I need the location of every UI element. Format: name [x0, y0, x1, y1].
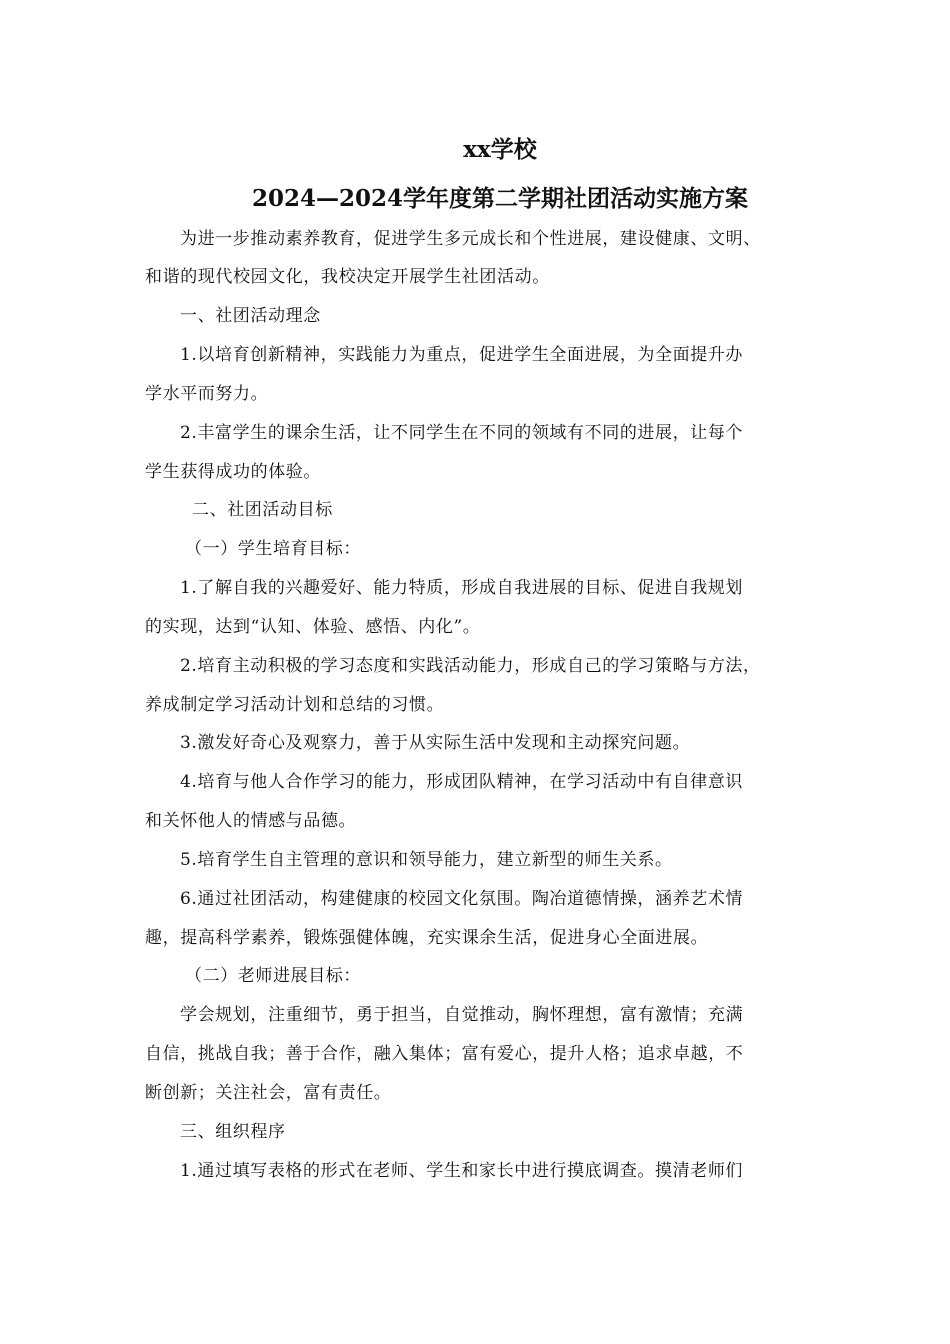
subsection-heading-2: （二）老师进展目标： — [185, 966, 361, 986]
paragraph-line: 4.培育与他人合作学习的能力，形成团队精神，在学习活动中有自律意识 — [180, 772, 744, 792]
paragraph-line: 6.通过社团活动，构建健康的校园文化氛围。陶冶道德情操，涵养艺术情 — [180, 889, 744, 909]
paragraph-line: 学生获得成功的体验。 — [145, 462, 321, 482]
paragraph-line: 学会规划，注重细节，勇于担当，自觉推动，胸怀理想，富有激情；充满 — [180, 1005, 744, 1025]
paragraph-line: 1.通过填写表格的形式在老师、学生和家长中进行摸底调查。摸清老师们 — [180, 1161, 744, 1181]
section-heading-2: 二、社团活动目标 — [192, 500, 333, 520]
paragraph-line: 3.激发好奇心及观察力，善于从实际生活中发现和主动探究问题。 — [180, 733, 691, 753]
paragraph-line: 自信，挑战自我；善于合作，融入集体；富有爱心，提升人格；追求卓越，不 — [145, 1044, 744, 1064]
paragraph-line: 养成制定学习活动计划和总结的习惯。 — [145, 695, 445, 715]
paragraph-line: 2.丰富学生的课余生活，让不同学生在不同的领域有不同的进展，让每个 — [180, 423, 744, 443]
paragraph-line: 趣，提高科学素养，锻炼强健体魄，充实课余生活，促进身心全面进展。 — [145, 928, 709, 948]
section-heading-3: 三、组织程序 — [180, 1122, 286, 1142]
document-title: 2024—2024学年度第二学期社团活动实施方案 — [251, 185, 749, 212]
paragraph-line: 5.培育学生自主管理的意识和领导能力，建立新型的师生关系。 — [180, 850, 673, 870]
paragraph-line: 1.以培育创新精神，实践能力为重点，促进学生全面进展，为全面提升办 — [180, 345, 744, 365]
school-name: xx学校 — [463, 136, 537, 163]
paragraph-line: 和关怀他人的情感与品德。 — [145, 811, 357, 831]
intro-line-2: 和谐的现代校园文化，我校决定开展学生社团活动。 — [145, 267, 550, 287]
paragraph-line: 1.了解自我的兴趣爱好、能力特质，形成自我进展的目标、促进自我规划 — [180, 578, 744, 598]
paragraph-line: 的实现，达到“认知、体验、感悟、内化”。 — [145, 617, 481, 637]
section-heading-1: 一、社团活动理念 — [180, 306, 321, 326]
subsection-heading-1: （一）学生培育目标： — [185, 539, 361, 559]
paragraph-line: 断创新；关注社会，富有责任。 — [145, 1083, 392, 1103]
intro-line-1: 为进一步推动素养教育，促进学生多元成长和个性进展，建设健康、文明、 — [180, 229, 761, 249]
paragraph-line: 2.培育主动积极的学习态度和实践活动能力，形成自己的学习策略与方法， — [180, 656, 761, 676]
paragraph-line: 学水平而努力。 — [145, 384, 269, 404]
